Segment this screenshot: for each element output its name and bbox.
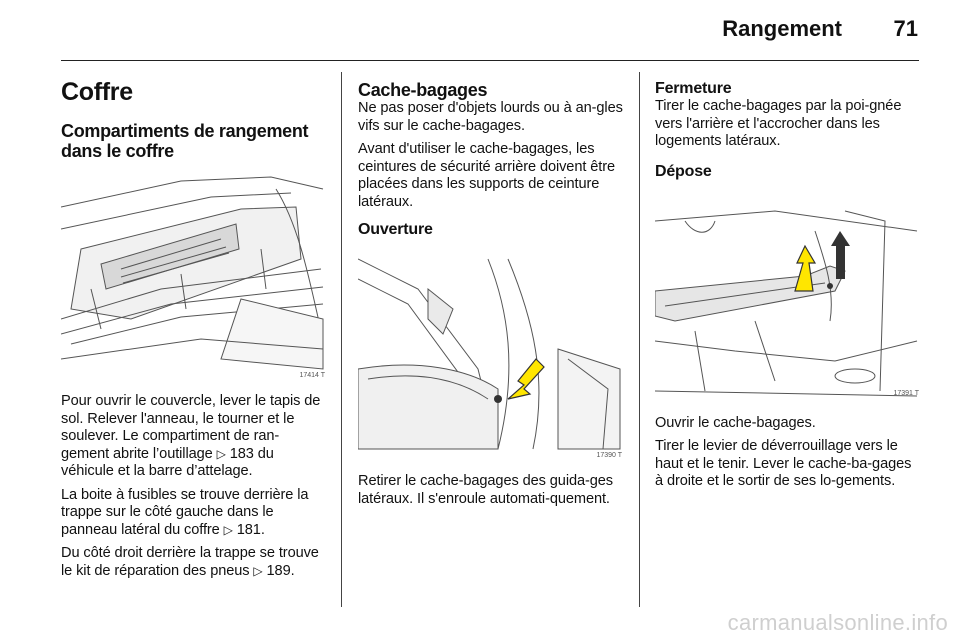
trunk-storage-illustration — [61, 169, 327, 381]
paragraph-retract: Retirer le cache-bagages des guida-ges latéraux. Il s'enroule automati-quement. — [358, 473, 613, 507]
page-reference-icon: ▷ — [223, 522, 233, 537]
figure-code: 17391 T — [893, 389, 919, 397]
column-1 — [61, 68, 327, 586]
coffre-title: Coffre — [61, 78, 133, 106]
paragraph-open-cover: Ouvrir le cache-bagages. — [655, 414, 816, 431]
column-divider-2 — [639, 72, 640, 607]
page-ref-link[interactable]: 181 — [236, 521, 261, 538]
depose-heading: Dépose — [655, 162, 712, 180]
removal-figure — [655, 191, 921, 399]
removal-illustration — [655, 191, 921, 399]
header-rule — [61, 60, 919, 61]
storage-subtitle: Compartiments de rangement dans le coffre — [61, 121, 309, 161]
column-3 — [655, 68, 921, 497]
figure-code: 17414 T — [299, 372, 325, 379]
paragraph-close: Tirer le cache-bagages par la poi-gnée vers l'arrière et l'accrocher dans les logements latéraux. — [655, 98, 902, 149]
column-2 — [358, 68, 624, 514]
page-number: 71 — [893, 16, 918, 41]
watermark: carmanualsonline.info — [727, 610, 948, 635]
trunk-storage-figure — [61, 169, 327, 381]
ouverture-heading: Ouverture — [358, 221, 433, 238]
paragraph-cover: Pour ouvrir le couvercle, lever le tapis de sol. Relever l'anneau, le tourner et le soulever. Le compartiment de ran-gement abrite l’outillage ▷ 183 du véhicule et la barre d’attelage. — [61, 393, 321, 479]
fermeture-heading: Fermeture — [655, 80, 732, 97]
paragraph-release-lever: Tirer le levier de déverrouillage vers le haut et le tenir. Lever le cache-ba-gages à droite et le sortir de ses lo-gements. — [655, 438, 912, 489]
opening-figure — [358, 249, 624, 461]
page-ref-link[interactable]: 189 — [266, 562, 291, 579]
page-header — [0, 0, 960, 62]
paragraph-warning: Ne pas poser d'objets lourds ou à an-gles vifs sur le cache-bagages. — [358, 100, 623, 134]
figure-code: 17390 T — [596, 452, 622, 459]
opening-illustration — [358, 249, 624, 461]
column-divider-1 — [341, 72, 342, 607]
section-title: Rangement — [722, 16, 842, 41]
up-arrow-icon — [795, 246, 815, 291]
paragraph-fusebox: La boite à fusibles se trouve derrière la trappe sur le côté gauche dans le panneau latéral du coffre ▷ 181. — [61, 486, 309, 538]
paragraph-tyre-kit: Du côté droit derrière la trappe se trouve le kit de réparation des pneus ▷ 189. — [61, 545, 319, 579]
page-ref-link[interactable]: 183 — [229, 445, 254, 462]
paragraph-seatbelts: Avant d'utiliser le cache-bagages, les ceintures de sécurité arrière doivent être placées dans les supports de ceinture latéraux. — [358, 141, 615, 210]
page-reference-icon: ▷ — [253, 563, 263, 578]
cache-bagages-title: Cache-bagages — [358, 80, 488, 100]
page-reference-icon: ▷ — [216, 446, 226, 461]
